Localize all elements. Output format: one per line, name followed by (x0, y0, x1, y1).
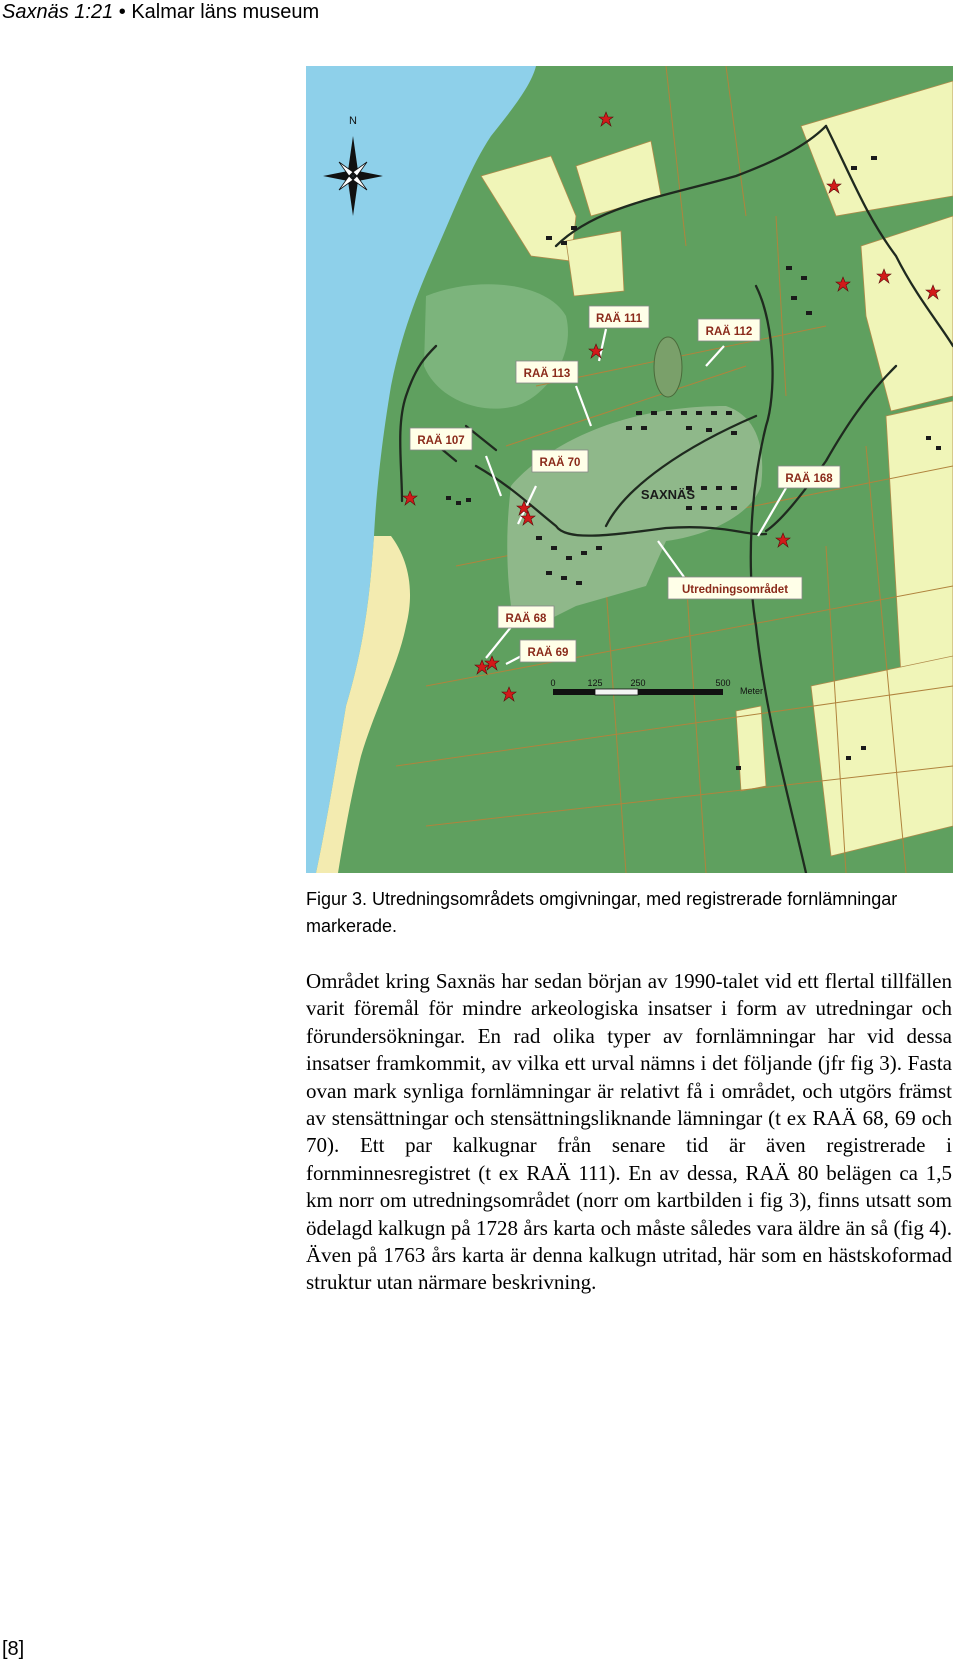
map-figure (306, 66, 953, 873)
label-raa113 (516, 361, 578, 383)
label-raa107 (410, 428, 472, 450)
page-number: [8] (2, 1638, 25, 1660)
label-raa168 (778, 466, 840, 488)
label-raa70 (532, 450, 588, 472)
svg-text:RAÄ 168: RAÄ 168 (785, 473, 833, 485)
label-utredningsomradet (668, 577, 802, 599)
museum-name: Kalmar läns museum (131, 1, 320, 23)
svg-text:RAÄ 70: RAÄ 70 (539, 457, 581, 469)
svg-text:RAÄ 113: RAÄ 113 (523, 368, 571, 380)
field (566, 231, 624, 296)
place-name-saxnas: SAXNÄS (640, 487, 696, 502)
scale-tick-0: 0 (550, 678, 556, 688)
svg-text:RAÄ 111: RAÄ 111 (595, 313, 643, 325)
scale-tick-500: 500 (715, 678, 731, 688)
header-separator: • (113, 1, 132, 23)
field (736, 706, 766, 791)
label-raa68 (498, 606, 554, 628)
label-raa69 (520, 640, 576, 662)
label-raa112 (698, 319, 760, 341)
svg-text:RAÄ 107: RAÄ 107 (417, 435, 465, 447)
figure-caption: Figur 3. Utredningsområdets omgivningar, med registrerade fornlämningar markerade. (306, 889, 898, 936)
scale-tick-125: 125 (587, 678, 603, 688)
svg-text:RAÄ 112: RAÄ 112 (705, 326, 753, 338)
north-label: N (349, 115, 357, 127)
svg-text:Utredningsområdet: Utredningsområdet (681, 584, 789, 596)
scale-tick-250: 250 (630, 678, 646, 688)
label-raa111 (589, 306, 649, 328)
page-header (2, 0, 319, 24)
body-paragraph: Området kring Saxnäs har sedan början av 1990-talet vid ett flertal tillfällen varit föremål för mindre arkeologiska insatser i form av utredningar och förundersökningar. En rad olika typer av fornlämningar har vid dessa insatser framkommit, av vilka ett urval nämns i det följande (jfr fig 3). Fasta ovan mark synliga fornlämningar är relativt få i området, och utgörs främst av stensättningar och stensättningsliknande lämningar (t ex RAÄ 68, 69 och 70). Ett par kalkugnar från senare tid är även registrerade i fornminnesregistret (t ex RAÄ 111). En av dessa, RAÄ 80 belägen ca 1,5 km norr om utredningsområdet (norr om kartbilden i fig 3), finns utsatt som ödelagd kalkugn på 1728 års karta och måste således vara äldre än så (fig 4). Även på 1763 års karta är denna kalkugn utritad, här som en hästskoformad struktur utan närmare beskrivning. (306, 969, 952, 1295)
document-title: Saxnäs 1:21 (2, 1, 114, 23)
hatched-area (654, 337, 682, 397)
svg-text:RAÄ 69: RAÄ 69 (527, 647, 569, 659)
field (811, 656, 953, 856)
scale-unit: Meter (740, 686, 764, 696)
svg-text:RAÄ 68: RAÄ 68 (505, 613, 547, 625)
